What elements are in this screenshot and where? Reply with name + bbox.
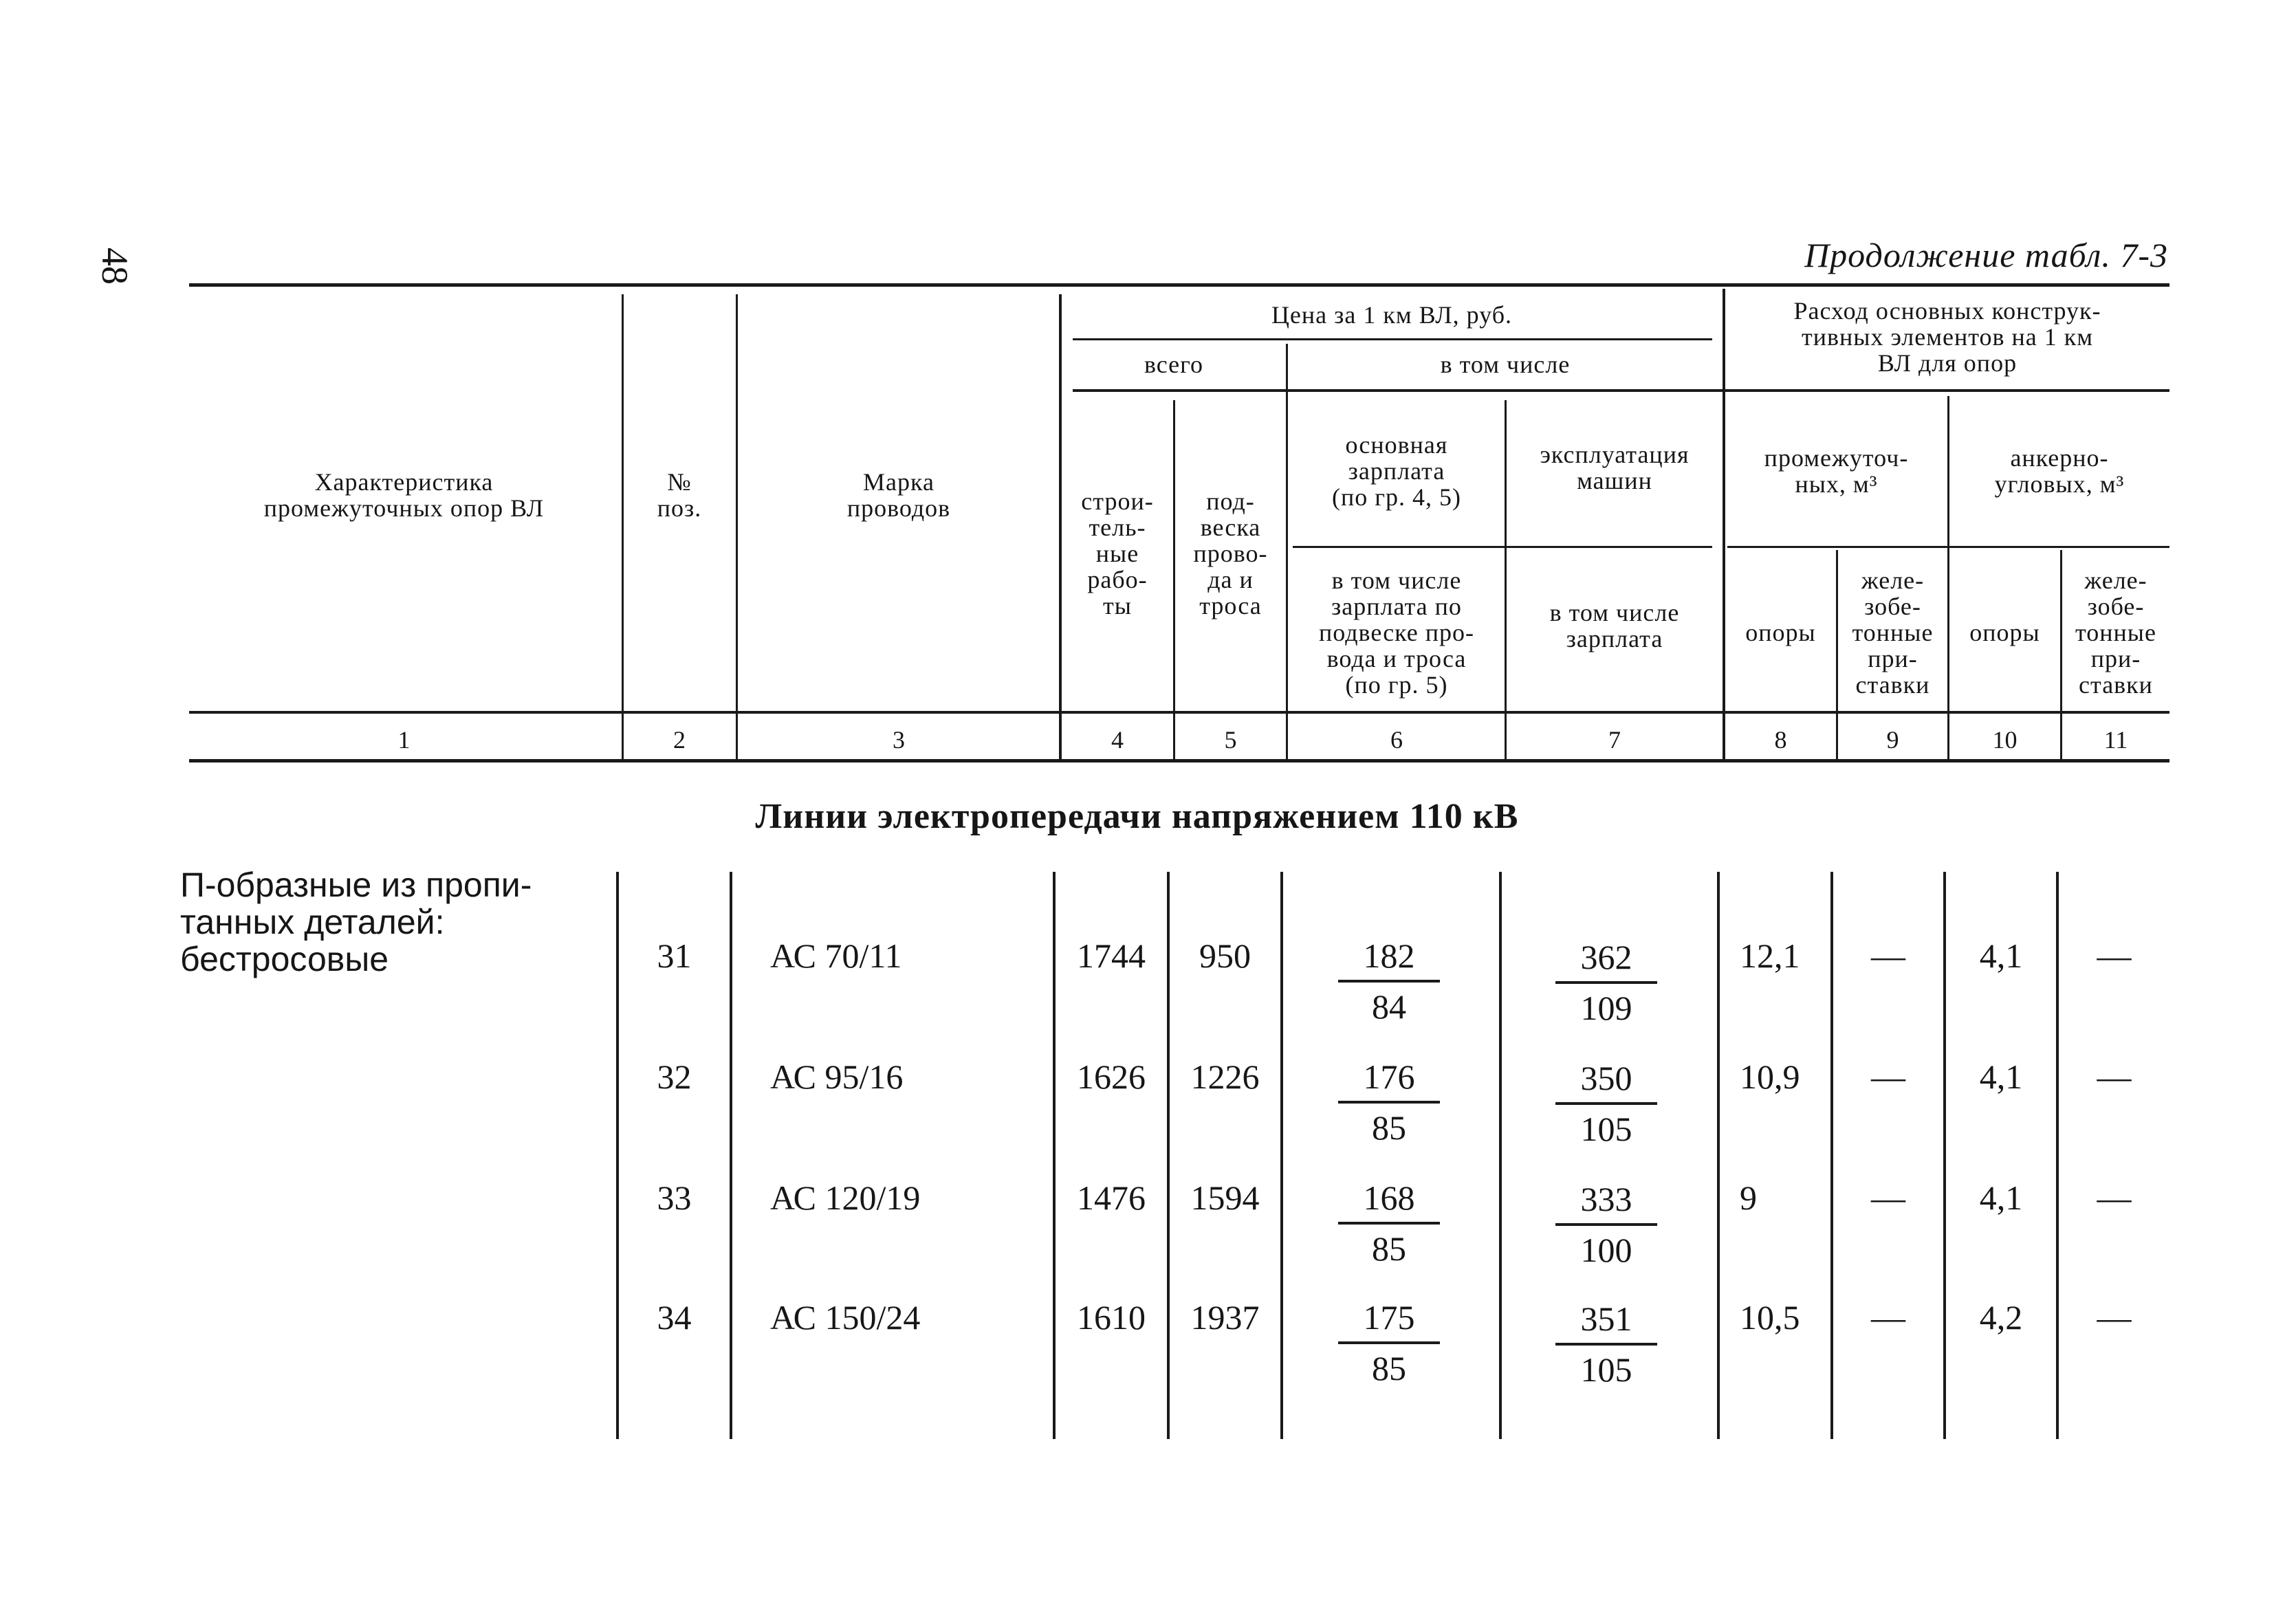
table-cell-c9: — (1871, 1057, 1905, 1096)
table-cell-c4: 1626 (1077, 1057, 1146, 1096)
body-vrule (1499, 872, 1502, 1439)
table-cell-c6-top: 176 (1363, 1057, 1415, 1096)
header-wire-suspension: под- веска прово- да и троса (1193, 487, 1268, 619)
column-number: 4 (1111, 726, 1124, 754)
header-construction-work: строи- тель- ные рабо- ты (1081, 487, 1154, 619)
header-base-salary-incl: в том числе зарплата по подвеске про- вода и троса (по гр. 5) (1318, 567, 1474, 699)
header-col11: желе- зобе- тонные при- ставки (2075, 567, 2156, 699)
fraction-line (1555, 1102, 1657, 1105)
table-cell-c8: 10,5 (1740, 1298, 1800, 1337)
table-cell-c11: — (2097, 1057, 2132, 1096)
fraction-line (1555, 1223, 1657, 1226)
header-wire-brand: Марка проводов (846, 468, 951, 522)
table-cell-c11: — (2097, 1178, 2132, 1217)
table-cell-c5: 950 (1199, 936, 1251, 975)
table-cell-c5: 1226 (1190, 1057, 1260, 1096)
table-cell-c8: 10,9 (1740, 1057, 1800, 1096)
body-vrule (1717, 872, 1720, 1439)
table-cell-c11: — (2097, 1298, 2132, 1337)
column-number: 2 (673, 726, 686, 754)
table-caption: Продолжение табл. 7-3 (1804, 236, 2168, 274)
table-cell-c6-bottom: 84 (1372, 987, 1406, 1026)
column-number: 7 (1608, 726, 1621, 754)
table-cell-wire: АС 120/19 (770, 1178, 921, 1217)
header-including: в том числе (1440, 351, 1571, 378)
header-total: всего (1144, 351, 1204, 378)
header-characteristic: Характеристика промежуточных опор ВЛ (263, 468, 545, 522)
table-cell-c4: 1744 (1077, 936, 1146, 975)
row-group-label: П-образные из пропи- танных деталей: бестросовые (180, 866, 532, 978)
header-intermediate: промежуточ- ных, м³ (1764, 444, 1909, 498)
header-vrule (736, 294, 738, 759)
table-cell-position: 33 (657, 1178, 692, 1217)
body-vrule (730, 872, 732, 1439)
inner-rule-6-7 (1293, 546, 1712, 548)
fraction-line (1338, 1341, 1440, 1344)
table-cell-c11: — (2097, 936, 2132, 975)
table-cell-c7-top: 350 (1580, 1059, 1632, 1097)
table-cell-c6-bottom: 85 (1372, 1349, 1406, 1387)
fraction-line (1338, 1222, 1440, 1225)
table-cell-c6-bottom: 85 (1372, 1108, 1406, 1147)
header-position-number: № поз. (657, 468, 702, 522)
column-number: 10 (1992, 726, 2018, 754)
header-machine-operation-incl: в том числе зарплата (1549, 599, 1680, 652)
table-cell-wire: АС 150/24 (770, 1298, 921, 1337)
table-cell-c7-bottom: 105 (1580, 1350, 1632, 1389)
table-cell-c10: 4,2 (1979, 1298, 2023, 1337)
header-machine-operation: эксплуатация машин (1540, 441, 1690, 494)
table-cell-c7-bottom: 100 (1580, 1231, 1632, 1269)
header-col9: желе- зобе- тонные при- ставки (1852, 567, 1934, 699)
header-col10: опоры (1969, 619, 2040, 646)
table-cell-position: 32 (657, 1057, 692, 1096)
header-price-group: Цена за 1 км ВЛ, руб. (1271, 301, 1513, 329)
fraction-line (1555, 981, 1657, 984)
column-number: 1 (397, 726, 411, 754)
header-col8: опоры (1745, 619, 1816, 646)
table-cell-c7-bottom: 105 (1580, 1110, 1632, 1148)
header-vrule (622, 294, 624, 759)
table-cell-c7-top: 362 (1580, 938, 1632, 976)
table-cell-c8: 12,1 (1740, 936, 1800, 975)
table-cell-wire: АС 70/11 (770, 936, 902, 975)
table-cell-c6-top: 175 (1363, 1298, 1415, 1337)
header-base-salary: основная зарплата (по гр. 4, 5) (1331, 431, 1461, 511)
fraction-line (1555, 1343, 1657, 1346)
table-cell-c10: 4,1 (1979, 1178, 2023, 1217)
table-cell-wire: АС 95/16 (770, 1057, 904, 1096)
table-cell-c4: 1610 (1077, 1298, 1146, 1337)
fraction-line (1338, 1101, 1440, 1104)
table-cell-c6-top: 168 (1363, 1178, 1415, 1217)
table-cell-c5: 1594 (1190, 1178, 1260, 1217)
column-numbers-rule (189, 759, 2169, 762)
column-number: 5 (1224, 726, 1237, 754)
header-consumption-group: Расход основных конструк- тивных элементов на 1 км ВЛ для опор (1793, 297, 2101, 377)
column-number: 6 (1390, 726, 1403, 754)
page-number: 48 (94, 248, 135, 285)
table-cell-c10: 4,1 (1979, 936, 2023, 975)
table-cell-c9: — (1871, 936, 1905, 975)
column-number: 9 (1886, 726, 1899, 754)
fraction-line (1338, 980, 1440, 983)
body-vrule (1280, 872, 1283, 1439)
table-cell-c10: 4,1 (1979, 1057, 2023, 1096)
column-number: 11 (2103, 726, 2128, 754)
price-group-rule (1073, 338, 1712, 340)
column-number: 8 (1774, 726, 1787, 754)
table-cell-c9: — (1871, 1178, 1905, 1217)
subgroup-rule (1073, 389, 2169, 392)
header-vrule (1286, 344, 1288, 759)
table-cell-position: 34 (657, 1298, 692, 1337)
section-title: Линии электропередачи напряжением 110 кВ (755, 797, 1519, 836)
table-cell-c6-top: 182 (1363, 936, 1415, 975)
table-cell-c7-bottom: 109 (1580, 989, 1632, 1027)
header-bottom-rule (189, 711, 2169, 714)
table-cell-c4: 1476 (1077, 1178, 1146, 1217)
table-cell-c9: — (1871, 1298, 1905, 1337)
header-anchor-corner: анкерно- угловых, м³ (1994, 444, 2125, 498)
table-cell-position: 31 (657, 936, 692, 975)
table-cell-c8: 9 (1740, 1178, 1757, 1217)
column-number: 3 (893, 726, 905, 754)
table-cell-c6-bottom: 85 (1372, 1229, 1406, 1268)
table-cell-c5: 1937 (1190, 1298, 1260, 1337)
header-top-rule (189, 283, 2169, 287)
table-cell-c7-top: 351 (1580, 1299, 1632, 1338)
table-cell-c7-top: 333 (1580, 1180, 1632, 1218)
